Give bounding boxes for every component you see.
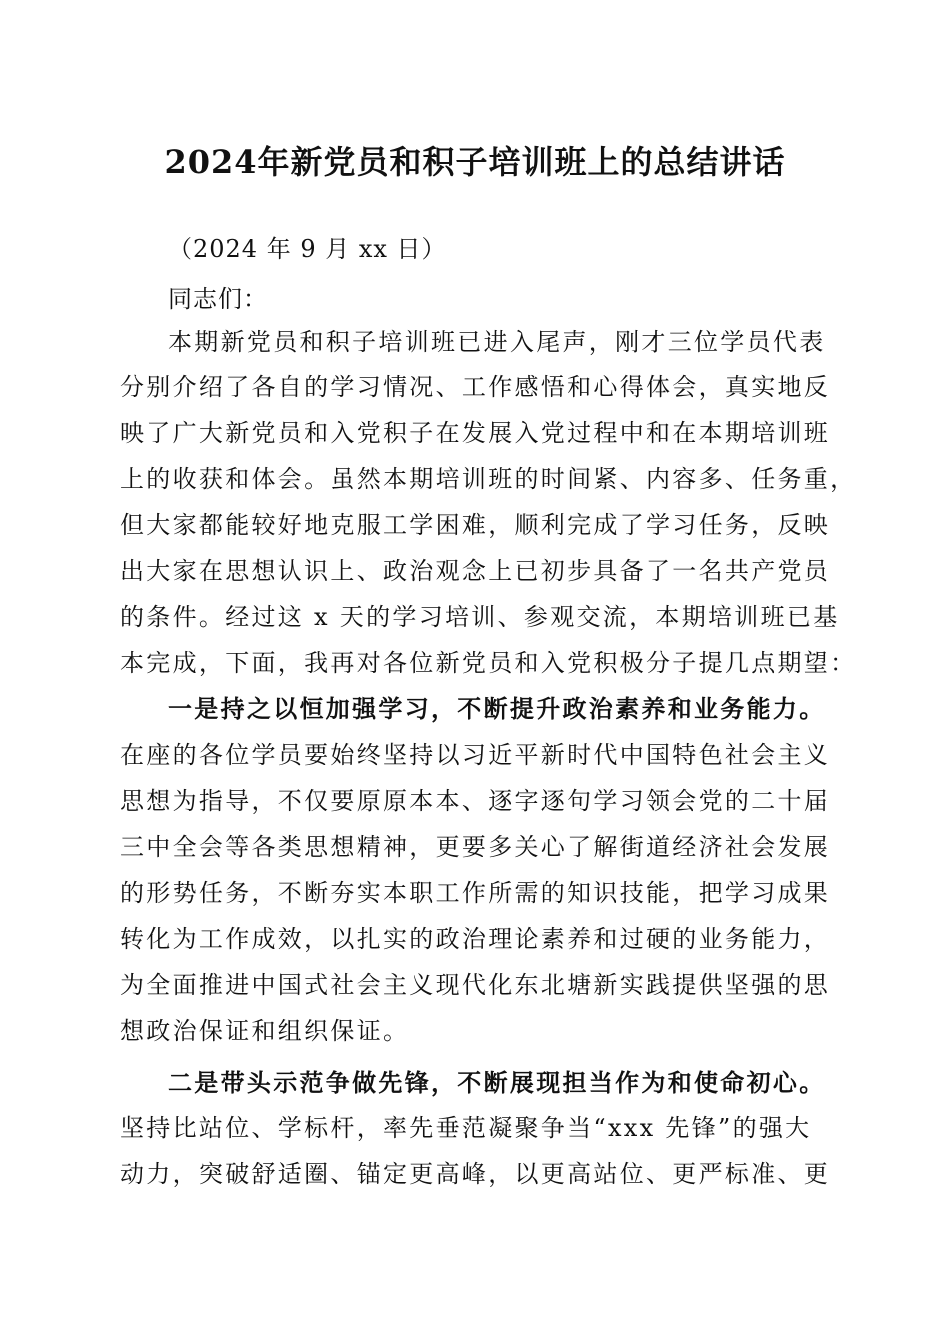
paragraph-line: 出大家在思想认识上、政治观念上已初步具备了一名共产党员: [120, 557, 831, 585]
paragraph-line: 三中全会等各类思想精神，更要多关心了解街道经济社会发展: [120, 833, 831, 861]
paragraph-line: 但大家都能较好地克服工学困难，顺利完成了学习任务，反映: [120, 511, 831, 539]
paragraph-line: 分别介绍了各自的学习情况、工作感悟和心得体会，真实地反: [120, 373, 831, 401]
paragraph-line: 动力，突破舒适圈、锚定更高峰，以更高站位、更严标准、更: [120, 1160, 831, 1188]
paragraph-line: 转化为工作成效，以扎实的政治理论素养和过硬的业务能力，: [120, 925, 831, 953]
point2-heading: 二是带头示范争做先锋，不断展现担当作为和使命初心。: [168, 1068, 826, 1097]
paragraph-line: 本期新党员和积子培训班已进入尾声，刚才三位学员代表: [168, 328, 826, 356]
paragraph-line: 坚持比站位、学标杆，率先垂范凝聚争当“xxx 先锋”的强大: [120, 1114, 812, 1142]
salutation: 同志们：: [168, 285, 268, 313]
document-date: （2024 年 9 月 xx 日）: [168, 235, 447, 263]
point1-heading: 一是持之以恒加强学习，不断提升政治素养和业务能力。: [168, 694, 826, 723]
document-title: 2024年新党员和积子培训班上的总结讲话: [164, 143, 786, 181]
paragraph-line: 的形势任务，不断夯实本职工作所需的知识技能，把学习成果: [120, 879, 831, 907]
paragraph-line: 在座的各位学员要始终坚持以习近平新时代中国特色社会主义: [120, 741, 831, 769]
paragraph-line: 的条件。经过这 x 天的学习培训、参观交流，本期培训班已基: [120, 603, 840, 631]
paragraph-line: 映了广大新党员和入党积子在发展入党过程中和在本期培训班: [120, 419, 831, 447]
paragraph-line: 本完成，下面，我再对各位新党员和入党积极分子提几点期望：: [120, 649, 857, 677]
paragraph-line: 为全面推进中国式社会主义现代化东北塘新实践提供坚强的思: [120, 971, 831, 999]
paragraph-line: 思想为指导，不仅要原原本本、逐字逐句学习领会党的二十届: [120, 787, 831, 815]
paragraph-line: 想政治保证和组织保证。: [120, 1017, 410, 1045]
paragraph-line: 上的收获和体会。虽然本期培训班的时间紧、内容多、任务重，: [120, 465, 857, 493]
